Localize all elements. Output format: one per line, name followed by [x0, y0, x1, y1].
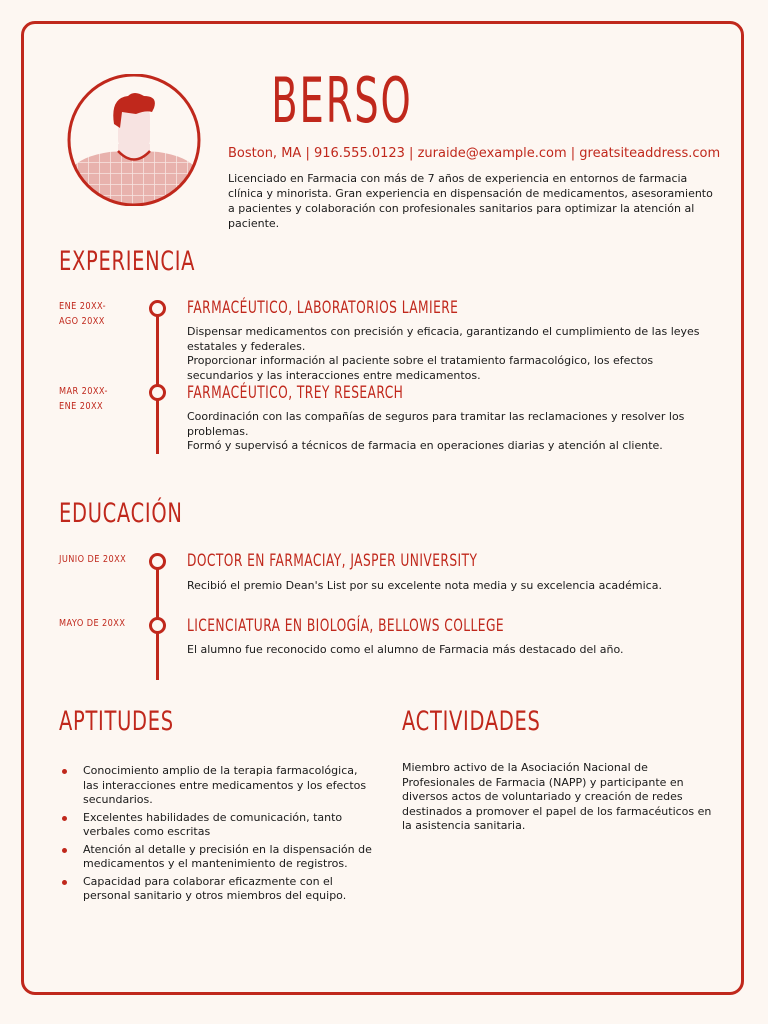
list-item: Capacidad para colaborar eficazmente con el personal sanitario y otros miembros del equipo. [62, 875, 372, 904]
education-heading: EDUCACIÓN [59, 498, 183, 529]
list-item: Atención al detalle y precisión en la dispensación de medicamentos y el mantenimiento de registros. [62, 843, 372, 872]
experience-date: MAR 20XX- ENE 20XX [59, 386, 108, 412]
activities-text: Miembro activo de la Asociación Nacional de Profesionales de Farmacia (NAPP) y participante en diversos actos de voluntariado y creación de redes destinados a promover el papel de los farmacéuticos en la asistencia sanitaria. [402, 761, 712, 832]
timeline-dot [149, 617, 166, 634]
list-item: Excelentes habilidades de comunicación, tanto verbales como escritas [62, 811, 372, 840]
summary-text: Licenciado en Farmacia con más de 7 años de experiencia en entornos de farmacia clínica y minorista. Gran experiencia en dispensación de medicamentos, asesoramiento a pacientes y colaboración con profesionales sanitarios para optimizar la atención al paciente. [228, 172, 713, 230]
degree-description: El alumno fue reconocido como el alumno de Farmacia más destacado del año. [187, 643, 624, 656]
activities-heading: ACTIVIDADES [402, 706, 541, 737]
timeline-dot [149, 384, 166, 401]
job-title: FARMACÉUTICO, TREY RESEARCH [187, 383, 404, 403]
candidate-name: BERSO [271, 64, 413, 137]
job-title: FARMACÉUTICO, LABORATORIOS LAMIERE [187, 298, 459, 318]
experience-timeline [156, 306, 159, 454]
skills-heading: APTITUDES [59, 706, 174, 737]
job-description: Dispensar medicamentos con precisión y eficacia, garantizando el cumplimiento de las leyes estatales y federales. Proporcionar información al paciente sobre el tratamiento farmacológico, los efectos secundarios y las interacciones entre medicamentos. [187, 325, 700, 382]
skills-list [62, 764, 372, 907]
education-date: JUNIO DE 20XX [59, 554, 127, 565]
job-description: Coordinación con las compañías de seguros para tramitar las reclamaciones y resolver los problemas. Formó y supervisó a técnicos de farmacia en operaciones diarias y atención al cliente. [187, 410, 685, 452]
degree-title: DOCTOR EN FARMACIAY, JASPER UNIVERSITY [187, 551, 478, 571]
education-date: MAYO DE 20XX [59, 618, 126, 629]
contact-line: Boston, MA | 916.555.0123 | zuraide@example.com | greatsiteaddress.com [228, 146, 721, 161]
avatar [66, 74, 202, 206]
timeline-dot [149, 553, 166, 570]
list-item: Conocimiento amplio de la terapia farmacológica, las interacciones entre medicamentos y los efectos secundarios. [62, 764, 372, 808]
timeline-dot [149, 300, 166, 317]
experience-date: ENE 20XX- AGO 20XX [59, 301, 107, 327]
degree-title: LICENCIATURA EN BIOLOGÍA, BELLOWS COLLEGE [187, 616, 505, 636]
experience-heading: EXPERIENCIA [59, 246, 196, 277]
degree-description: Recibió el premio Dean's List por su excelente nota media y su excelencia académica. [187, 579, 662, 592]
